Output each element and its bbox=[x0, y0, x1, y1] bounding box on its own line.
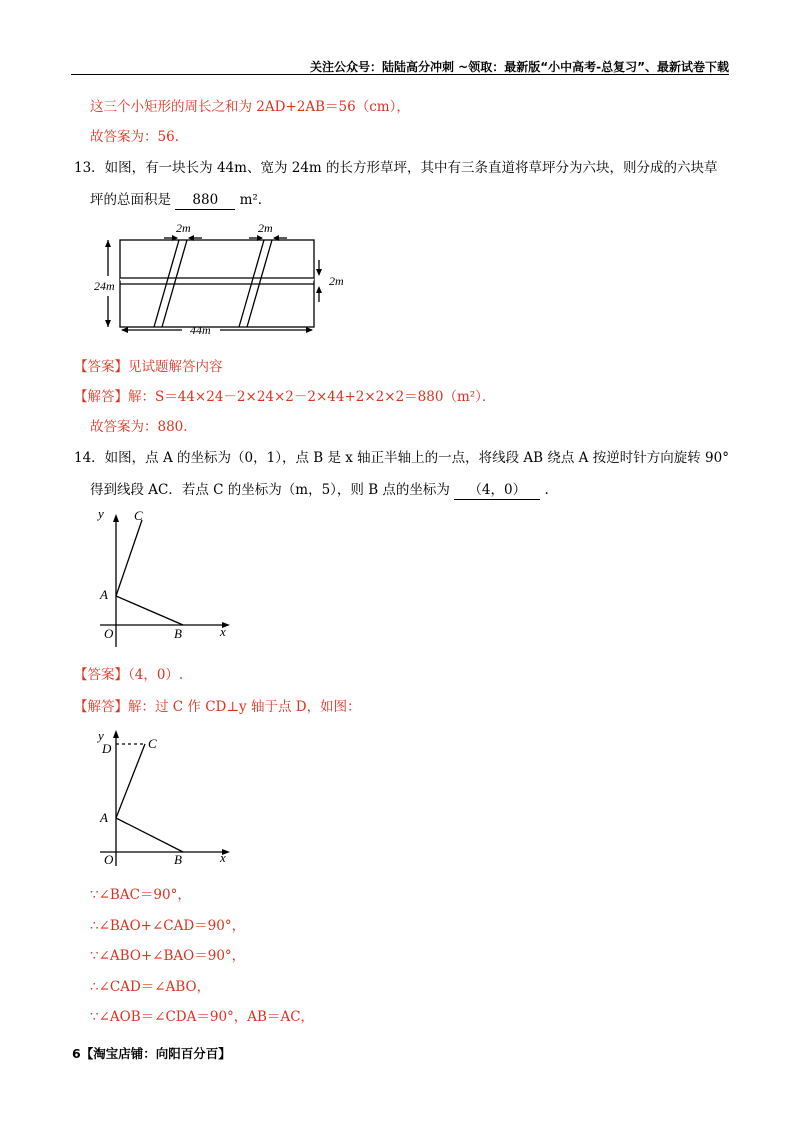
coordinate-figure-with-d bbox=[88, 724, 248, 870]
text-line: 故答案为：880. bbox=[90, 419, 188, 435]
proof-step: ∴∠CAD＝∠ABO， bbox=[90, 979, 211, 995]
label-2m: 2m bbox=[258, 221, 273, 235]
point-c-label: C bbox=[148, 736, 157, 751]
point-a-label: A bbox=[100, 587, 108, 602]
page-footer: 6【淘宝店铺：向阳百分百】 bbox=[72, 1046, 231, 1061]
answer-blank: 880 bbox=[175, 191, 235, 210]
proof-step: ∵∠ABO+∠BAO＝90°， bbox=[90, 948, 246, 964]
label-2m: 2m bbox=[329, 274, 344, 288]
origin-label: O bbox=[104, 626, 114, 641]
proof-step: ∴∠BAO+∠CAD＝90°， bbox=[90, 918, 246, 934]
proof-step: ∵∠BAC＝90°， bbox=[90, 887, 191, 903]
proof-step: ∵∠AOB＝∠CDA＝90°，AB＝AC， bbox=[90, 1009, 315, 1025]
x-axis-label: x bbox=[220, 850, 226, 865]
header-rule bbox=[71, 74, 729, 75]
point-c-label: C bbox=[134, 508, 143, 523]
y-axis-label: y bbox=[98, 506, 104, 521]
label-2m: 2m bbox=[176, 221, 191, 235]
question-14-cont: 得到线段 AC．若点 C 的坐标为（m，5），则 B 点的坐标为 （4，0） . bbox=[90, 482, 549, 498]
text-line: 故答案为：56. bbox=[90, 129, 179, 145]
answer-13: 【答案】见试题解答内容 bbox=[74, 359, 223, 375]
x-axis-label: x bbox=[220, 624, 226, 639]
solution-13: 【解答】解：S＝44×24－2×24×2－2×44+2×2×2＝880（m²）． bbox=[74, 389, 496, 405]
point-b-label: B bbox=[174, 852, 182, 867]
question-14: 14．如图，点 A 的坐标为（0，1），点 B 是 x 轴正半轴上的一点，将线段 AB 绕点 A 按逆时针方向旋转 90° bbox=[74, 450, 729, 466]
point-d-label: D bbox=[102, 741, 112, 756]
page-header: 关注公众号：陆陆高分冲刺 ~领取：最新版“小中高考-总复习”、最新试卷下载 bbox=[310, 60, 729, 74]
solution-14: 【解答】解：过 C 作 CD⊥y 轴于点 D，如图： bbox=[74, 699, 361, 715]
origin-label: O bbox=[104, 852, 114, 867]
point-a-label: A bbox=[100, 810, 108, 825]
y-axis-label: y bbox=[98, 728, 104, 743]
answer-blank: （4，0） bbox=[454, 481, 540, 500]
label-24m: 24m bbox=[94, 279, 115, 293]
text-line: 这三个小矩形的周长之和为 2AD+2AB＝56（cm）， bbox=[90, 99, 410, 115]
question-13: 13．如图，有一块长为 44m、宽为 24m 的长方形草坪，其中有三条直道将草坪分为六块，则分成的六块草 bbox=[74, 160, 718, 176]
point-b-label: B bbox=[174, 626, 182, 641]
coordinate-figure bbox=[88, 502, 248, 652]
answer-14: 【答案】（4，0）. bbox=[74, 667, 184, 683]
label-44m: 44m bbox=[190, 323, 211, 337]
lawn-figure bbox=[92, 218, 362, 342]
question-13-cont: 坪的总面积是 880 m²． bbox=[90, 192, 272, 208]
